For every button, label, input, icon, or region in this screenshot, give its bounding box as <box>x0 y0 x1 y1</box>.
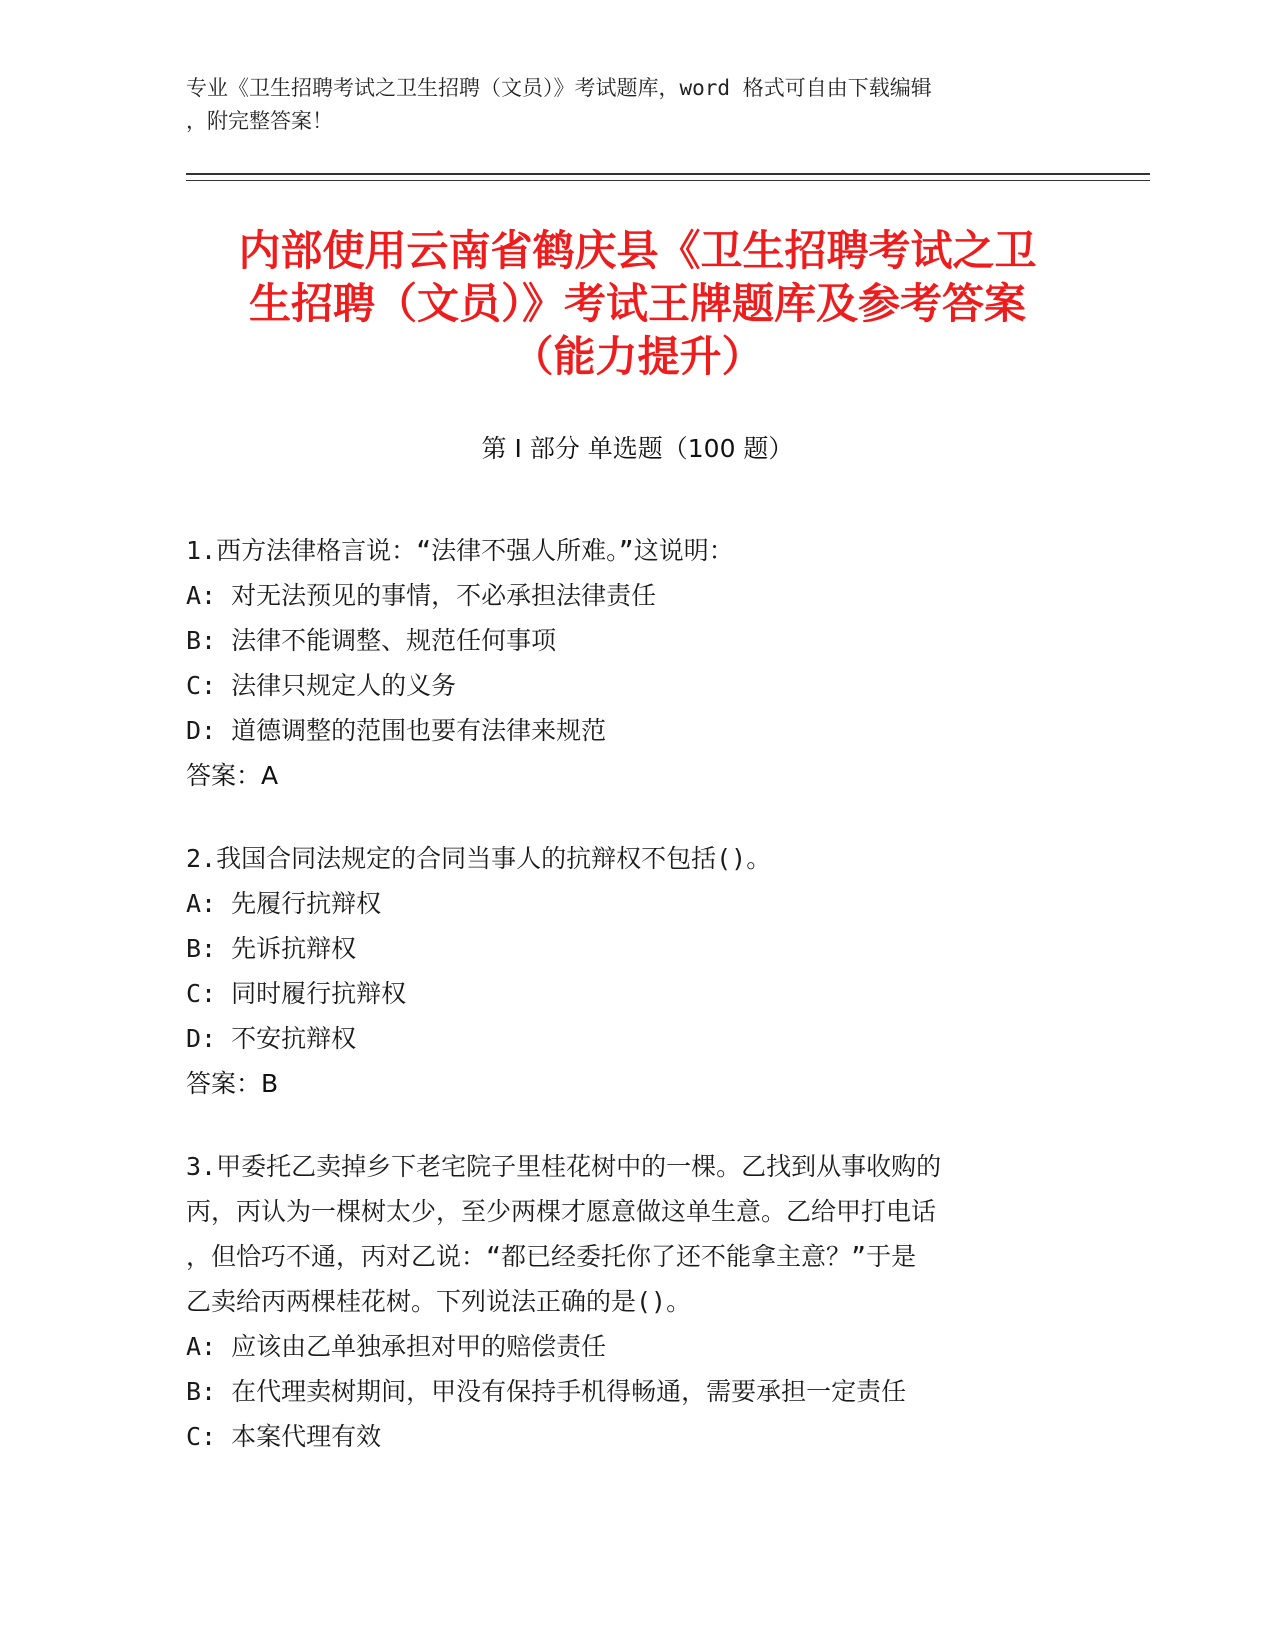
answer-option: A: 应该由乙单独承担对甲的赔偿责任 <box>186 1332 607 1361</box>
question-stem: 2.我国合同法规定的合同当事人的抗辩权不包括()。 <box>186 844 772 873</box>
question-item <box>186 836 1066 1106</box>
question-item <box>186 528 1066 798</box>
title-line: 内部使用云南省鹤庆县《卫生招聘考试之卫 <box>238 226 1037 275</box>
header-note <box>186 72 1066 138</box>
answer-option: B: 在代理卖树期间，甲没有保持手机得畅通，需要承担一定责任 <box>186 1377 907 1406</box>
question-stem: 乙卖给丙两棵桂花树。下列说法正确的是()。 <box>186 1287 692 1316</box>
answer-option: C: 同时履行抗辩权 <box>186 979 407 1008</box>
document-title <box>150 224 1125 383</box>
answer-option: A: 对无法预见的事情，不必承担法律责任 <box>186 581 657 610</box>
section-heading: 第 I 部分 单选题（100 题） <box>481 434 794 463</box>
question-stem: 1.西方法律格言说：“法律不强人所难。”这说明： <box>186 536 734 565</box>
title-line: 生招聘（文员）》考试王牌题库及参考答案 <box>248 279 1026 328</box>
answer-option: A: 先履行抗辩权 <box>186 889 382 918</box>
answer-option: C: 本案代理有效 <box>186 1422 382 1451</box>
answer-option: D: 不安抗辩权 <box>186 1024 357 1053</box>
question-list <box>186 528 1066 1497</box>
answer-option: B: 法律不能调整、规范任何事项 <box>186 626 557 655</box>
question-stem: 3.甲委托乙卖掉乡下老宅院子里桂花树中的一棵。乙找到从事收购的 <box>186 1152 942 1181</box>
answer-key: 答案：B <box>186 1069 279 1098</box>
question-item <box>186 1144 1066 1459</box>
answer-option: D: 道德调整的范围也要有法律来规范 <box>186 716 607 745</box>
question-stem: 丙，丙认为一棵树太少，至少两棵才愿意做这单生意。乙给甲打电话 <box>186 1197 937 1226</box>
title-line: （能力提升） <box>511 332 764 381</box>
answer-key: 答案：A <box>186 761 279 790</box>
answer-option: B: 先诉抗辩权 <box>186 934 357 963</box>
answer-option: C: 法律只规定人的义务 <box>186 671 457 700</box>
header-note-line: ，附完整答案！ <box>186 109 333 133</box>
header-divider <box>186 180 1150 181</box>
header-divider <box>186 173 1150 175</box>
header-note-line: 专业《卫生招聘考试之卫生招聘（文员）》考试题库，word 格式可自由下载编辑 <box>186 76 932 100</box>
question-stem: ，但恰巧不通，丙对乙说：“都已经委托你了还不能拿主意？”于是 <box>186 1242 917 1271</box>
